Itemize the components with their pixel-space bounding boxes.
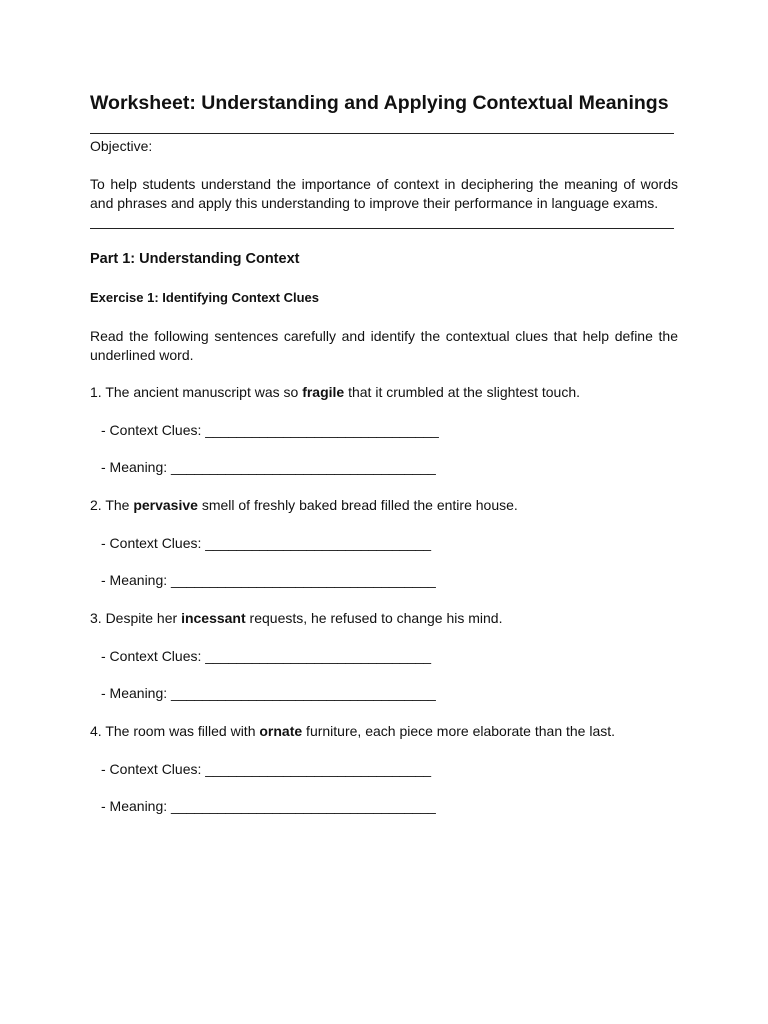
divider-objective (90, 228, 674, 229)
sentence-1-after: that it crumbled at the slightest touch. (344, 384, 580, 400)
sentence-1 (90, 383, 580, 402)
sentence-2-after: smell of freshly baked bread filled the entire house. (197, 497, 518, 513)
meaning-1: - Meaning: __________________________________ (101, 459, 436, 475)
sentence-4-after: furniture, each piece more elaborate than the last. (302, 723, 616, 739)
exercise1-heading: Exercise 1: Identifying Context Clues (90, 290, 320, 305)
meaning-2: - Meaning: __________________________________ (101, 572, 436, 588)
part1-heading: Part 1: Understanding Context (90, 251, 300, 267)
meaning-3: - Meaning: __________________________________ (101, 685, 436, 701)
sentence-2-before: 2. The (90, 497, 134, 513)
sentence-3-before: 3. Despite her (90, 610, 182, 626)
target-word-1: fragile (302, 384, 345, 400)
sentence-1-before: 1. The ancient manuscript was so (90, 384, 303, 400)
context-clues-3: - Context Clues: _____________________________ (101, 648, 432, 664)
sentence-3-after: requests, he refused to change his mind. (245, 610, 503, 626)
context-clues-1: - Context Clues: ______________________________ (101, 422, 439, 438)
context-clues-4: - Context Clues: _____________________________ (101, 761, 432, 777)
sentence-2 (90, 496, 518, 515)
target-word-2: pervasive (133, 497, 198, 513)
meaning-4: - Meaning: __________________________________ (101, 798, 436, 814)
sentence-3 (90, 609, 502, 628)
sentence-4 (90, 722, 615, 741)
exercise1-instructions: Read the following sentences carefully and identify the contextual clues that help define the underlined word. (90, 328, 678, 363)
target-word-4: ornate (259, 723, 303, 739)
divider-top (90, 133, 674, 134)
sentence-4-before: 4. The room was filled with (90, 723, 260, 739)
context-clues-2: - Context Clues: _____________________________ (101, 535, 432, 551)
page-title: Worksheet: Understanding and Applying Contextual Meanings (90, 92, 669, 114)
objective-text: To help students understand the importance of context in deciphering the meaning of words and phrases and apply this understanding to improve their performance in language exams. (90, 176, 678, 211)
target-word-3: incessant (181, 610, 246, 626)
objective-label: Objective: (90, 138, 153, 154)
